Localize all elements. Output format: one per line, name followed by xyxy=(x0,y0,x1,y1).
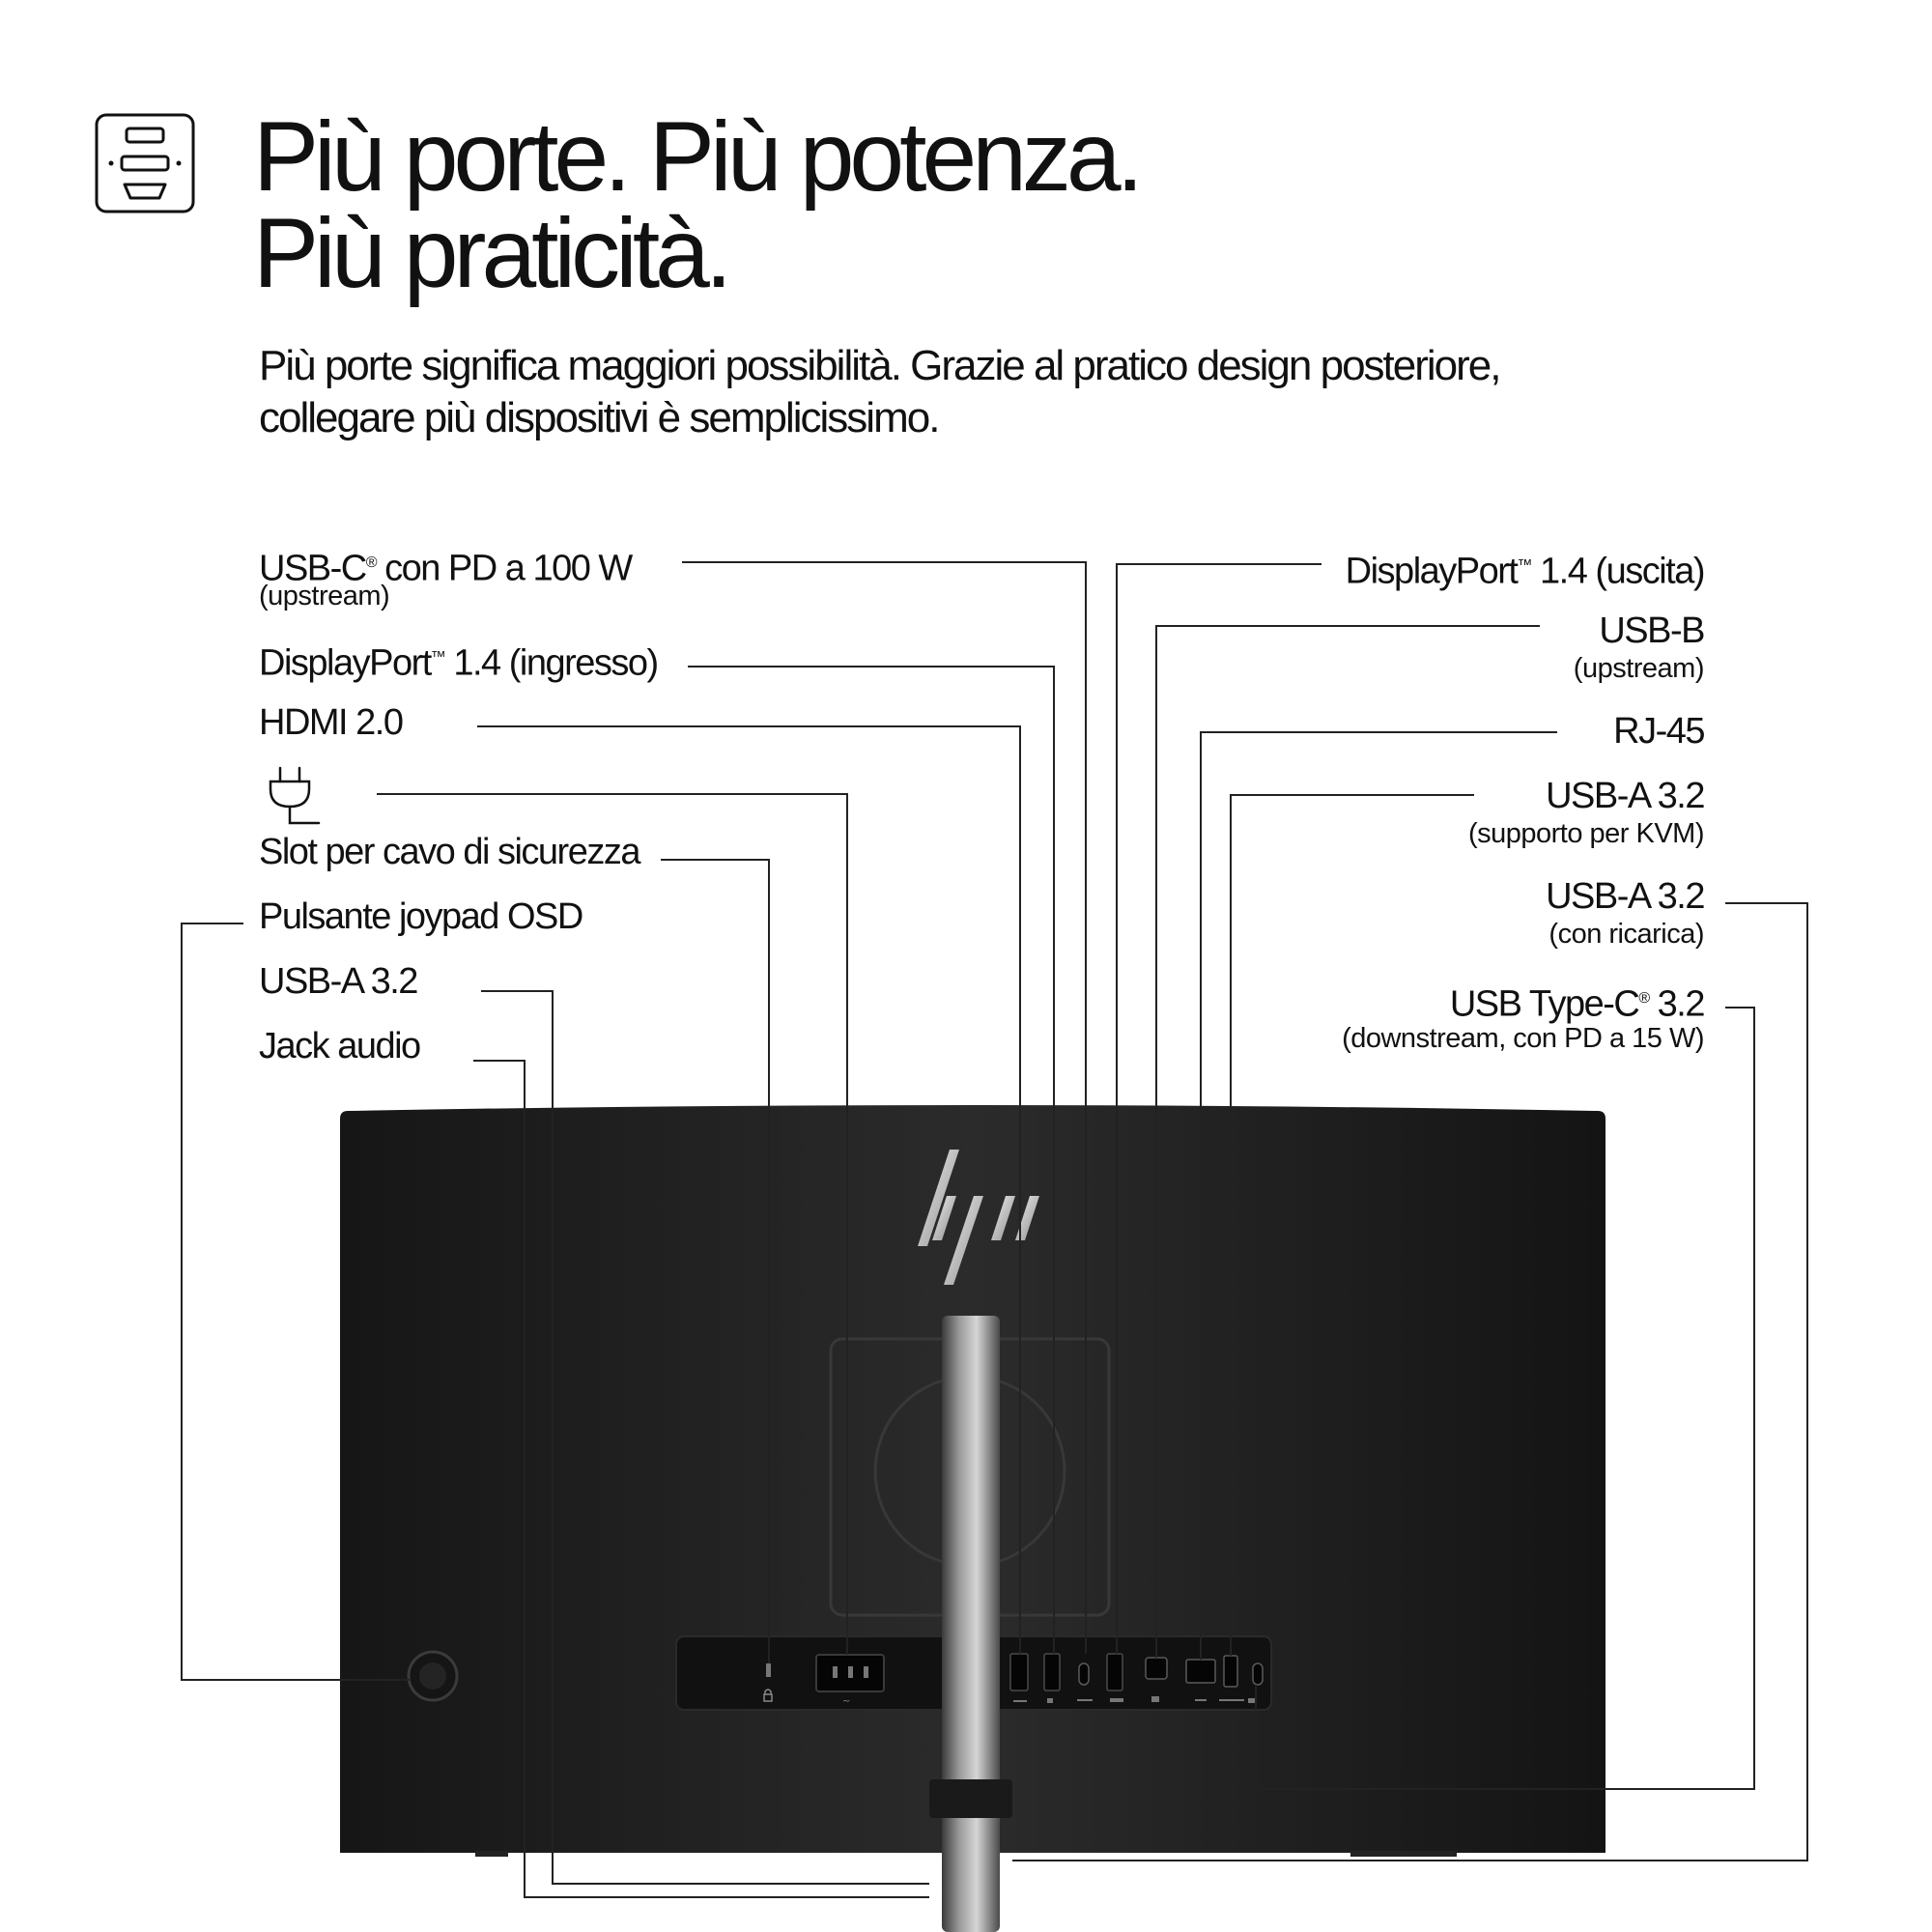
label-usba-kvm: USB-A 3.2 xyxy=(1546,776,1704,816)
label-hdmi: HDMI 2.0 xyxy=(259,702,403,743)
label-usba-charge-sub: (con ricarica) xyxy=(1548,919,1704,950)
label-usbc-down: USB Type-C® 3.2 xyxy=(1449,983,1704,1025)
dp-in-port xyxy=(1044,1654,1060,1690)
label-usba-kvm-sub: (supporto per KVM) xyxy=(1467,818,1704,849)
label-usbb-sub: (upstream) xyxy=(1573,653,1704,684)
security-slot xyxy=(766,1663,771,1677)
usba-kvm-port xyxy=(1224,1656,1237,1687)
label-joypad: Pulsante joypad OSD xyxy=(259,896,582,937)
label-usbc-pd: USB-C® con PD a 100 W xyxy=(259,548,632,589)
label-security-slot: Slot per cavo di sicurezza xyxy=(259,832,639,872)
label-usbc-pd-sub: (upstream) xyxy=(259,581,390,611)
label-audio: Jack audio xyxy=(259,1026,420,1066)
title-line-1: Più porte. Più potenza. xyxy=(253,101,1140,212)
label-dp-in: DisplayPort™ 1.4 (ingresso) xyxy=(259,642,658,684)
subtitle-line-2: collegare più dispositivi è semplicissimo. xyxy=(259,394,939,441)
label-usbc-down-sub: (downstream, con PD a 15 W) xyxy=(1342,1023,1704,1054)
dp-out-port xyxy=(1107,1654,1122,1690)
label-usbb: USB-B xyxy=(1599,611,1704,651)
power-plug-icon xyxy=(270,768,319,823)
label-usba: USB-A 3.2 xyxy=(259,961,417,1002)
usbc-downstream-port xyxy=(1253,1663,1263,1685)
hdmi-port xyxy=(1010,1654,1028,1690)
stand-clip xyxy=(929,1779,1012,1818)
usbb-port xyxy=(1146,1658,1167,1679)
ac-tilde-icon: ~ xyxy=(842,1696,851,1707)
subtitle-line-1: Più porte significa maggiori possibilità. Grazie al pratico design posteriore, xyxy=(259,342,1500,389)
title-line-2: Più praticità. xyxy=(253,198,728,308)
stand-neck xyxy=(942,1316,1000,1932)
label-usba-charge: USB-A 3.2 xyxy=(1546,876,1704,917)
rj45-port xyxy=(1186,1660,1215,1683)
usbc-upstream-port xyxy=(1079,1663,1089,1685)
label-rj45: RJ-45 xyxy=(1613,711,1704,752)
label-dp-out: DisplayPort™ 1.4 (uscita) xyxy=(1345,551,1704,592)
